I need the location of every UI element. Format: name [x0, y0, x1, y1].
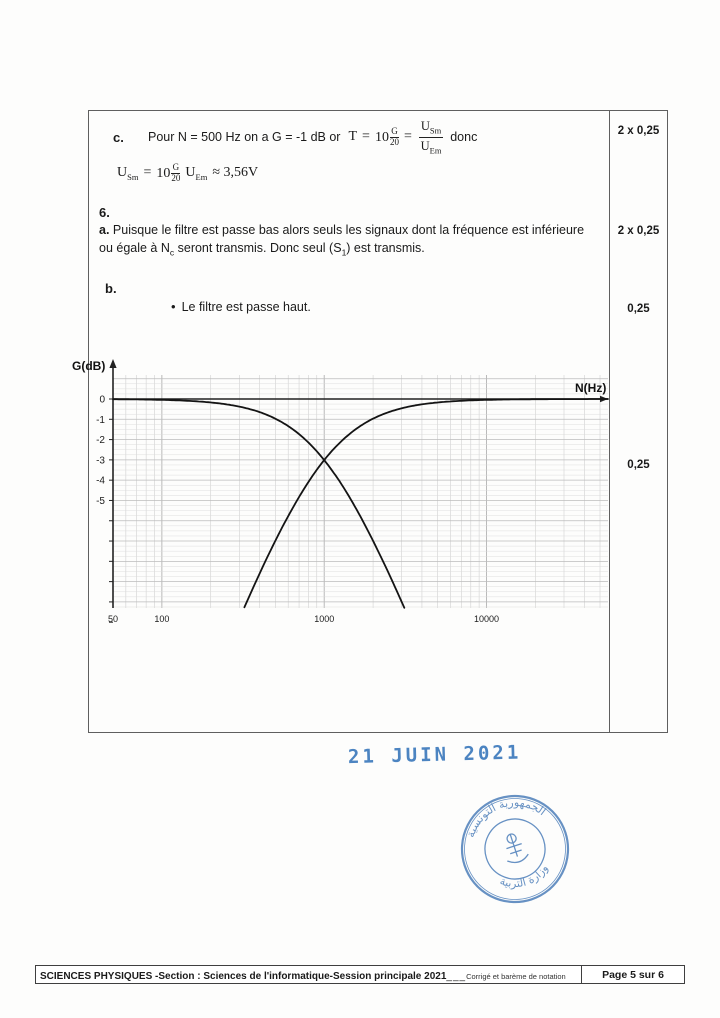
formula-rhs: $U_{Em}$	[185, 165, 208, 182]
formula-pow: 10 $\frac{G}{20}$	[156, 162, 181, 184]
math-pow: 10 $\frac{G}{20}$	[374, 125, 399, 148]
svg-text:1000: 1000	[314, 614, 335, 624]
result-formula	[117, 163, 258, 184]
footer-underscore-rule: ___	[446, 970, 467, 982]
answer-6a-label: a.	[99, 223, 110, 237]
answer-6a-text-1: Puisque le filtre est passe bas alors seuls les signaux dont la fréquence est inférieure ou égale à N	[99, 223, 585, 256]
math-eq2: =	[403, 129, 412, 145]
answer-6a-sub-s1: 1	[341, 247, 347, 258]
footer-title: SCIENCES PHYSIQUES -Section : Sciences de l'informatique-Session principale 2021	[40, 970, 447, 982]
mark-value: 2 x 0,25	[617, 225, 660, 237]
mark-value: 0,25	[627, 459, 650, 471]
date-stamp: 21 JUIN 2021	[347, 741, 522, 769]
footer-note: Corrigé et barème de notation	[466, 971, 566, 981]
item-c-row	[113, 119, 603, 155]
fraction-denominator: $U_{Em}$	[420, 138, 442, 156]
svg-text:50: 50	[107, 614, 119, 624]
svg-text:-2: -2	[96, 435, 105, 447]
answer-6a-text-2: seront transmis. Donc seul (S	[174, 241, 342, 256]
answer-6a	[99, 221, 595, 259]
svg-text:-3: -3	[96, 455, 105, 467]
svg-text:-1: -1	[96, 414, 105, 426]
exponent-fraction: $\frac{G}{20}$	[171, 162, 181, 184]
mark-value: 2 x 0,25	[617, 125, 660, 137]
seal-text-top: الجمهورية التونسية	[463, 795, 549, 840]
answer-6b-label: b.	[105, 281, 117, 296]
svg-text:-4: -4	[96, 475, 105, 487]
answer-6a-text-3: ) est transmis.	[346, 241, 425, 256]
svg-text:-5: -5	[96, 495, 105, 507]
exponent-fraction: $\frac{G}{20}$	[389, 125, 399, 148]
bullet-icon: •	[171, 299, 176, 314]
grid-lines	[113, 375, 608, 608]
y-axis-label: G(dB)	[72, 359, 106, 373]
footer-left	[36, 966, 581, 984]
math-T: T	[348, 129, 358, 145]
seal-text-bottom: وزارة التربية	[498, 862, 551, 891]
seal-emblem	[500, 830, 530, 865]
mark-value: 0,25	[627, 303, 650, 315]
fraction-numerator: $U_{Sm}$	[419, 119, 443, 138]
answer-6a-sub-nc: c	[169, 247, 175, 258]
math-tail: donc	[450, 130, 478, 145]
bode-plot	[70, 356, 670, 641]
result-formula-row	[117, 163, 258, 184]
x-axis-label: N(Hz)	[575, 381, 607, 395]
answer-6b-bullet	[171, 299, 311, 314]
svg-text:10000: 10000	[474, 614, 500, 624]
answer-6b-text: Le filtre est passe haut.	[181, 300, 311, 314]
item-c-label: c.	[113, 129, 124, 145]
formula-lhs: $U_{Sm}$	[117, 165, 139, 182]
item-c-text: Pour N = 500 Hz on a G = -1 dB or	[148, 130, 341, 145]
formula-approx: ≈ 3,56V	[212, 165, 259, 181]
svg-text:0: 0	[99, 394, 105, 406]
footer-page-number: Page 5 sur 6	[602, 968, 664, 981]
item-c-formula	[348, 119, 477, 155]
bode-plot-svg	[70, 356, 670, 641]
page-footer	[35, 965, 685, 984]
formula-eq: =	[143, 165, 152, 181]
math-eq1: =	[362, 129, 370, 145]
svg-text:100: 100	[154, 614, 170, 624]
official-seal-stamp	[452, 786, 578, 912]
question-6-label: 6.	[99, 205, 110, 220]
math-fraction-usm-uem	[419, 119, 443, 155]
